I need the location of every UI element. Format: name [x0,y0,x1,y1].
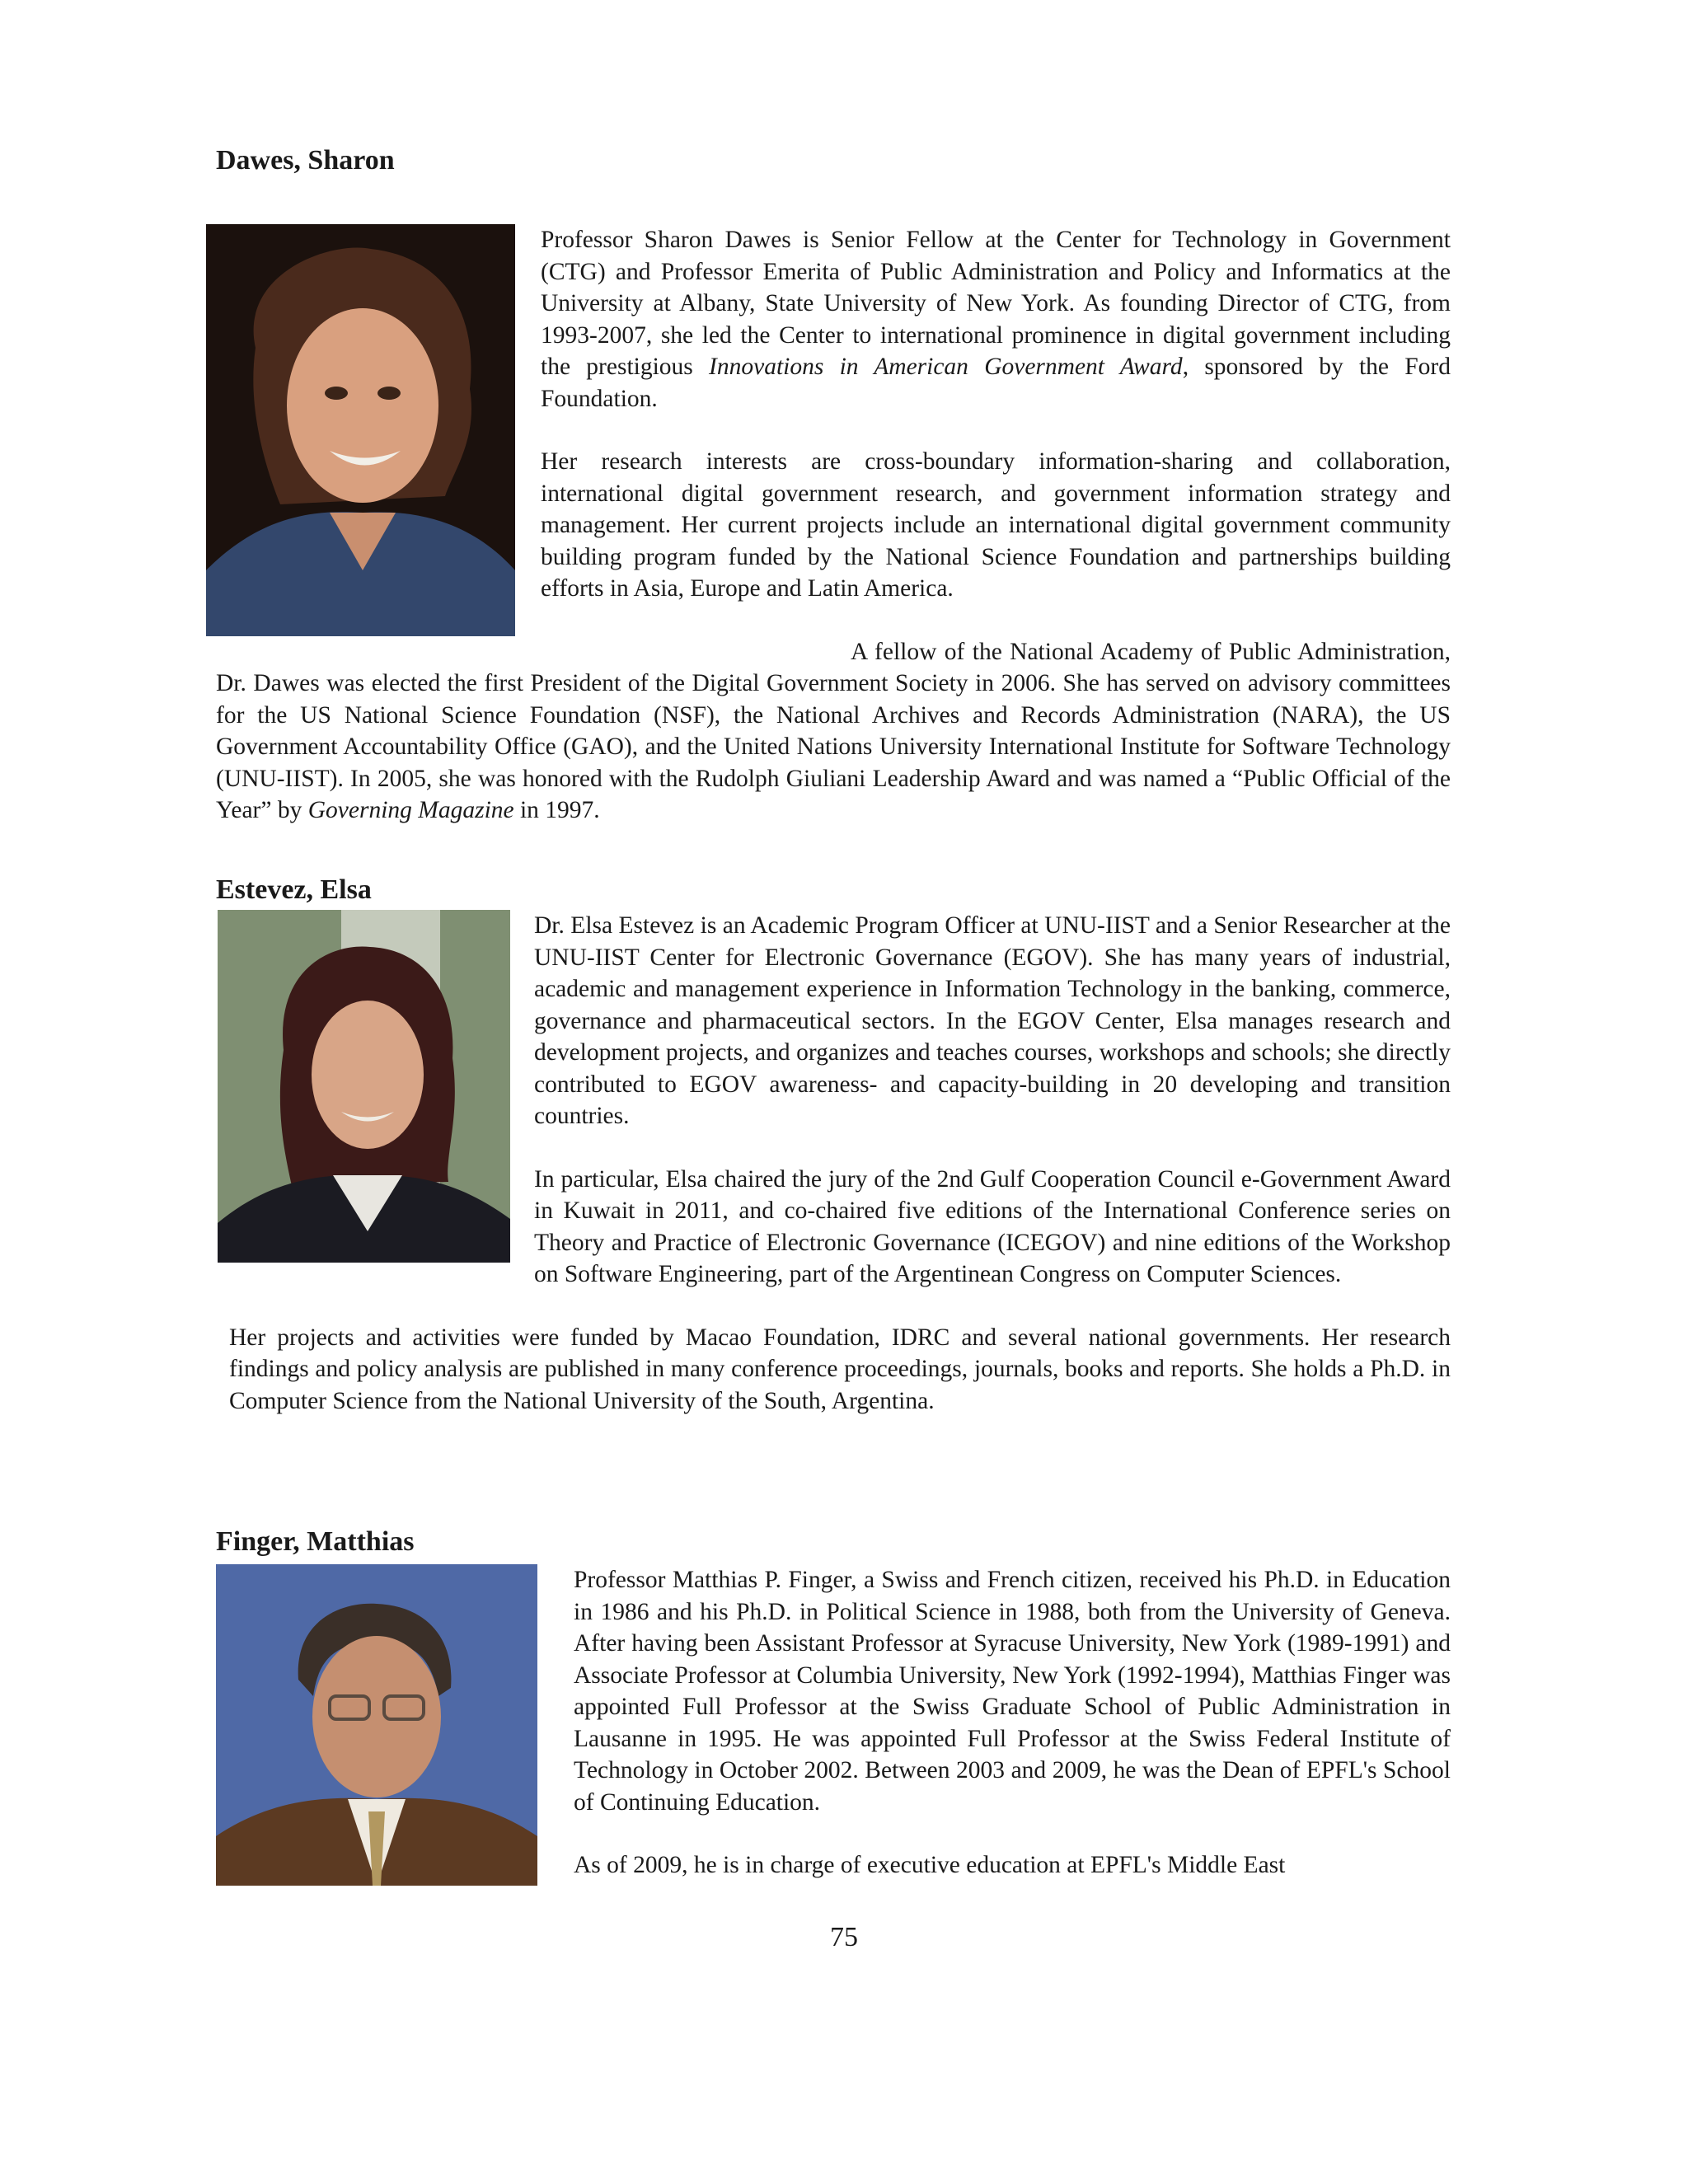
bio-estevez [216,910,1451,1417]
bio-estevez-paragraph-3: Her projects and activities were funded by Macao Foundation, IDRC and several national governments. Her research findings and policy analysis are published in many conference proceedings, journals, books and reports. She holds a Ph.D. in Computer Science from the National University of the South, Argentina. [229,1324,1451,1414]
portrait-estevez-graphic [218,910,510,1263]
entry-name-dawes: Dawes, Sharon [216,145,395,176]
entry-name-finger: Finger, Matthias [216,1526,415,1557]
portrait-photo-finger [216,1564,537,1886]
bio-dawes-paragraph-2: Her research interests are cross-boundary information-sharing and collaboration, international digital government research, and government information strategy and management. Her current projects include an international digital government community building program funded by the National Science Foundation and partnerships building efforts in Asia, Europe and Latin America. [541,448,1451,602]
portrait-finger-graphic [216,1564,537,1886]
entry-name-estevez: Estevez, Elsa [216,874,372,905]
bio-dawes-paragraph-3: A fellow of the National Academy of Public Administration, Dr. Dawes was elected the first President of the Digital Government Society in 2006. She has served on advisory committees for the US National Science Foundation (NSF), the National Archives and Records Administration (NARA), the US Government Accountability Office (GAO), and the United Nations University International Institute for Software Technology (UNU-IIST). In 2005, she was honored with the Rudolph Giuliani Leadership Award and was named a “Public Official of the Year” by Governing Magazine in 1997. [216,638,1451,823]
bio-dawes [216,224,1451,827]
bio-estevez-paragraph-1: Dr. Elsa Estevez is an Academic Program Officer at UNU-IIST and a Senior Researcher at the UNU-IIST Center for Electronic Governance (EGOV). She has many years of industrial, academic and management experience in Information Technology in the banking, commerce, governance and pharmaceutical sectors. In the EGOV Center, Elsa manages research and development projects, and organizes and teaches courses, workshops and schools; she directly contributed to EGOV awareness- and capacity-building in 20 developing and transition countries. [534,912,1451,1129]
bio-estevez-paragraph-2: In particular, Elsa chaired the jury of the 2nd Gulf Cooperation Council e-Government Award in Kuwait in 2011, and co-chaired five editions of the International Conference series on Theory and Practice of Electronic Governance (ICEGOV) and nine editions of the Workshop on Software Engineering, part of the Argentinean Congress on Computer Sciences. [534,1165,1451,1287]
portrait-dawes-graphic [206,224,515,636]
portrait-photo-dawes [206,224,515,636]
bio-finger [216,1564,1451,1886]
portrait-photo-estevez [218,910,510,1263]
bio-dawes-paragraph-1: Professor Sharon Dawes is Senior Fellow at the Center for Technology in Government (CTG) and Professor Emerita of Public Administration and Policy and Informatics at the University at Albany, State University of New York. As founding Director of CTG, from 1993-2007, she led the Center to international prominence in digital government including the prestigious Innovations in American Government Award, sponsored by the Ford Foundation. [541,227,1451,412]
page-number: 75 [830,1922,858,1952]
bio-finger-paragraph-1: Professor Matthias P. Finger, a Swiss and French citizen, received his Ph.D. in Education in 1986 and his Ph.D. in Political Science in 1988, both from the University of Geneva. After having been Assistant Professor at Syracuse University, New York (1989-1991) and Associate Professor at Columbia University, New York (1992-1994), Matthias Finger was appointed Full Professor at the Swiss Graduate School of Public Administration in Lausanne in 1995. He was appointed Full Professor at the Swiss Federal Institute of Technology in October 2002. Between 2003 and 2009, he was the Dean of EPFL's School of Continuing Education. [574,1567,1451,1816]
bio-finger-paragraph-2: As of 2009, he is in charge of executive education at EPFL's Middle East [574,1852,1286,1878]
